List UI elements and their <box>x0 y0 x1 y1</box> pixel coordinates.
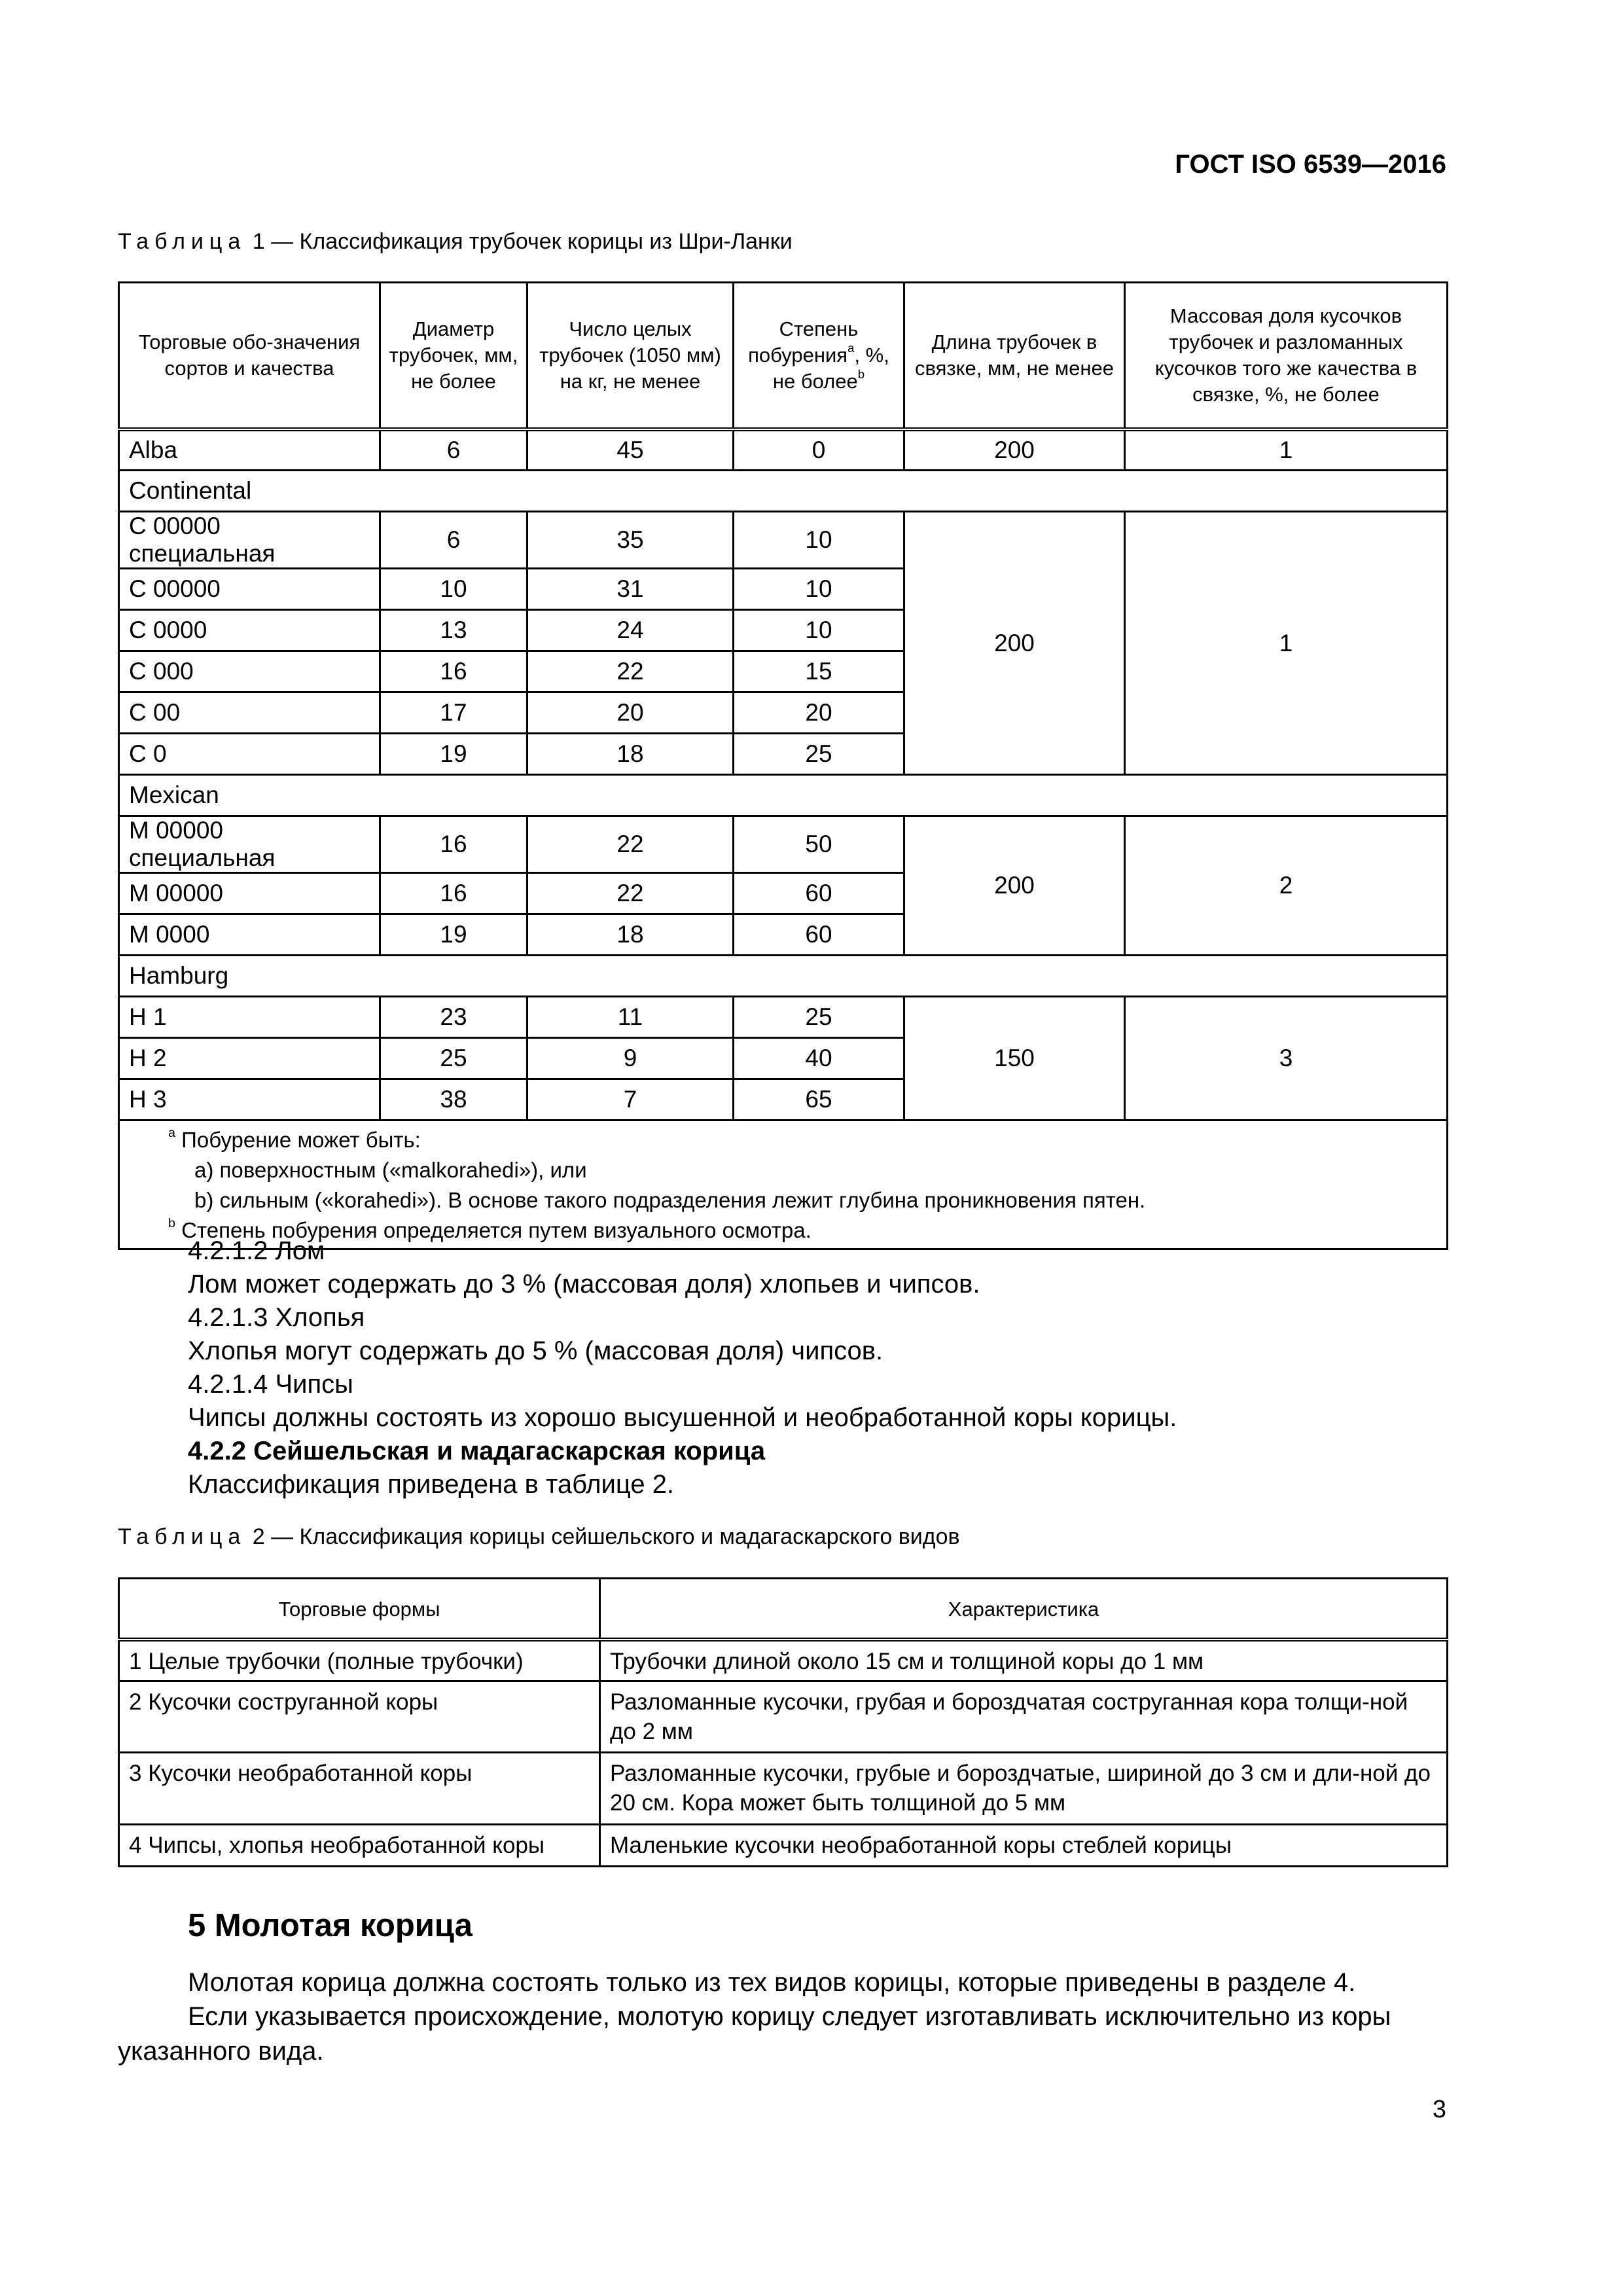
body-text-line: Лом может содержать до 3 % (массовая доля) хлопьев и чипсов. <box>188 1270 980 1299</box>
length-value: 200 <box>904 816 1125 956</box>
table-row <box>119 816 1448 873</box>
form-name: 4 Чипсы, хлопья необработанной коры <box>119 1825 600 1867</box>
group-row <box>119 956 1448 997</box>
table-row <box>119 997 1448 1038</box>
footnote-ref-b: b <box>857 367 865 381</box>
table2-caption-title: 2 — Классификация корицы сейшельского и мадагаскарского видов <box>246 1524 960 1549</box>
table2-caption <box>118 1523 960 1551</box>
grade-name: H 1 <box>119 997 380 1038</box>
section-5-paragraph-2: Если указывается происхождение, молотую корицу следует изготавливать исключительно из коры указанного вида. <box>118 2002 1391 2066</box>
table1-header-grade: Торговые обо-значения сортов и качества <box>119 283 380 429</box>
subsection-4-2-1-4-heading: 4.2.1.4 Чипсы <box>188 1370 353 1399</box>
count-value: 18 <box>527 914 734 956</box>
browning-value: 10 <box>734 512 904 569</box>
body-text-line: Классификация приведена в таблице 2. <box>188 1470 675 1499</box>
diameter-value: 6 <box>380 429 527 471</box>
diameter-value: 19 <box>380 914 527 956</box>
table1-header-count: Число целых трубочек (1050 мм) на кг, не менее <box>527 283 734 429</box>
table-row <box>119 429 1448 471</box>
grade-name: C 0000 <box>119 610 380 651</box>
body-text-line: Чипсы должны состоять из хорошо высушенной и необработанной коры корицы. <box>188 1403 1177 1432</box>
footnote-a: $^a$ Побурение может быть: <box>168 1126 421 1152</box>
browning-value: 10 <box>734 569 904 610</box>
mass-share-value: 1 <box>1125 512 1448 775</box>
table1-cinnamon-quills <box>118 281 1448 1250</box>
diameter-value: 17 <box>380 692 527 734</box>
browning-value: 65 <box>734 1079 904 1121</box>
browning-value: 60 <box>734 914 904 956</box>
count-value: 22 <box>527 816 734 873</box>
table-row <box>119 1825 1448 1867</box>
diameter-value: 6 <box>380 512 527 569</box>
browning-value: 40 <box>734 1038 904 1079</box>
mass-share-value: 1 <box>1125 429 1448 471</box>
browning-value: 0 <box>734 429 904 471</box>
table-row <box>119 1681 1448 1753</box>
footnote-b: $^b$ Степень побурения определяется путем визуального осмотра. <box>168 1216 812 1242</box>
form-characteristic: Разломанные кусочки, грубая и бороздчатая соструганная кора толщи-ной до 2 мм <box>600 1681 1448 1753</box>
browning-value: 60 <box>734 873 904 914</box>
browning-value: 25 <box>734 997 904 1038</box>
footnote-a-item-2: b) сильным («korahedi»). В основе такого подразделения лежит глубина проникновения пятен. <box>194 1188 1146 1212</box>
diameter-value: 16 <box>380 816 527 873</box>
table2-cinnamon-forms <box>118 1577 1448 1867</box>
group-row <box>119 775 1448 816</box>
count-value: 7 <box>527 1079 734 1121</box>
grade-name: C 00000 <box>119 569 380 610</box>
table-row <box>119 1640 1448 1681</box>
count-value: 24 <box>527 610 734 651</box>
table2-caption-label: Таблица <box>118 1524 247 1549</box>
table1-header-diameter: Диаметр трубочек, мм, не более <box>380 283 527 429</box>
count-value: 22 <box>527 873 734 914</box>
group-title: Hamburg <box>119 956 1448 997</box>
form-name: 2 Кусочки соструганной коры <box>119 1681 600 1753</box>
table2-header-forms: Торговые формы <box>119 1579 600 1640</box>
browning-value: 20 <box>734 692 904 734</box>
diameter-value: 23 <box>380 997 527 1038</box>
diameter-value: 16 <box>380 651 527 692</box>
table1-header-mass-share: Массовая доля кусочков трубочек и разломанных кусочков того же качества в связке, %, не более <box>1125 283 1448 429</box>
table2-header-characteristic: Характеристика <box>600 1579 1448 1640</box>
table1-footnotes <box>119 1121 1448 1249</box>
mass-share-value: 2 <box>1125 816 1448 956</box>
count-value: 11 <box>527 997 734 1038</box>
table1-caption-title: 1 — Классификация трубочек корицы из Шри-Ланки <box>246 229 793 254</box>
count-value: 22 <box>527 651 734 692</box>
group-row <box>119 471 1448 512</box>
browning-value: 25 <box>734 734 904 775</box>
table1-header-browning: Степень побурения$^a$, %, не более$^b$ <box>734 283 904 429</box>
length-value: 150 <box>904 997 1125 1121</box>
browning-value: 15 <box>734 651 904 692</box>
form-characteristic: Разломанные кусочки, грубые и бороздчатые, шириной до 3 см и дли-ной до 20 см. Кора может быть толщиной до 5 мм <box>600 1753 1448 1825</box>
table1-header-row <box>119 283 1448 429</box>
grade-name: C 00000 специальная <box>119 512 380 569</box>
standard-designation: ГОСТ ISO 6539—2016 <box>1175 150 1446 179</box>
count-value: 35 <box>527 512 734 569</box>
grade-name: H 3 <box>119 1079 380 1121</box>
footnote-ref-a: a <box>847 340 855 355</box>
group-title: Mexican <box>119 775 1448 816</box>
count-value: 20 <box>527 692 734 734</box>
count-value: 9 <box>527 1038 734 1079</box>
diameter-value: 13 <box>380 610 527 651</box>
table-row <box>119 512 1448 569</box>
form-name: 3 Кусочки необработанной коры <box>119 1753 600 1825</box>
grade-name: M 00000 специальная <box>119 816 380 873</box>
form-name: 1 Целые трубочки (полные трубочки) <box>119 1640 600 1681</box>
grade-name: Alba <box>119 429 380 471</box>
browning-value: 50 <box>734 816 904 873</box>
diameter-value: 19 <box>380 734 527 775</box>
body-text-line: Хлопья могут содержать до 5 % (массовая доля) чипсов. <box>188 1336 883 1365</box>
subsection-4-2-2-heading: 4.2.2 Сейшельская и мадагаскарская корица <box>188 1437 766 1465</box>
length-value: 200 <box>904 512 1125 775</box>
table2-header-row <box>119 1579 1448 1640</box>
section-5-paragraph-1: Молотая корица должна состоять только из тех видов корицы, которые приведены в разделе 4. <box>188 1968 1356 1997</box>
form-characteristic: Трубочки длиной около 15 см и толщиной коры до 1 мм <box>600 1640 1448 1681</box>
grade-name: C 000 <box>119 651 380 692</box>
grade-name: M 00000 <box>119 873 380 914</box>
subsection-4-2-1-3-heading: 4.2.1.3 Хлопья <box>188 1303 365 1332</box>
grade-name: C 00 <box>119 692 380 734</box>
length-value: 200 <box>904 429 1125 471</box>
diameter-value: 38 <box>380 1079 527 1121</box>
table1-caption-label: Таблица <box>118 229 247 254</box>
grade-name: H 2 <box>119 1038 380 1079</box>
grade-name: M 0000 <box>119 914 380 956</box>
browning-value: 10 <box>734 610 904 651</box>
table1-caption <box>118 228 793 255</box>
footnote-a-item-1: a) поверхностным («malkorahedi»), или <box>194 1158 587 1182</box>
form-characteristic: Маленькие кусочки необработанной коры стеблей корицы <box>600 1825 1448 1867</box>
mass-share-value: 3 <box>1125 997 1448 1121</box>
diameter-value: 25 <box>380 1038 527 1079</box>
table1-footnotes-row <box>119 1121 1448 1249</box>
diameter-value: 16 <box>380 873 527 914</box>
subsection-4-2-1-2-heading: 4.2.1.2 Лом <box>188 1236 325 1265</box>
page-number: 3 <box>1432 2096 1446 2123</box>
grade-name: C 0 <box>119 734 380 775</box>
diameter-value: 10 <box>380 569 527 610</box>
table-row <box>119 1753 1448 1825</box>
count-value: 31 <box>527 569 734 610</box>
group-title: Continental <box>119 471 1448 512</box>
section-5-heading: 5 Молотая корица <box>188 1908 473 1943</box>
count-value: 18 <box>527 734 734 775</box>
count-value: 45 <box>527 429 734 471</box>
table1-header-length: Длина трубочек в связке, мм, не менее <box>904 283 1125 429</box>
